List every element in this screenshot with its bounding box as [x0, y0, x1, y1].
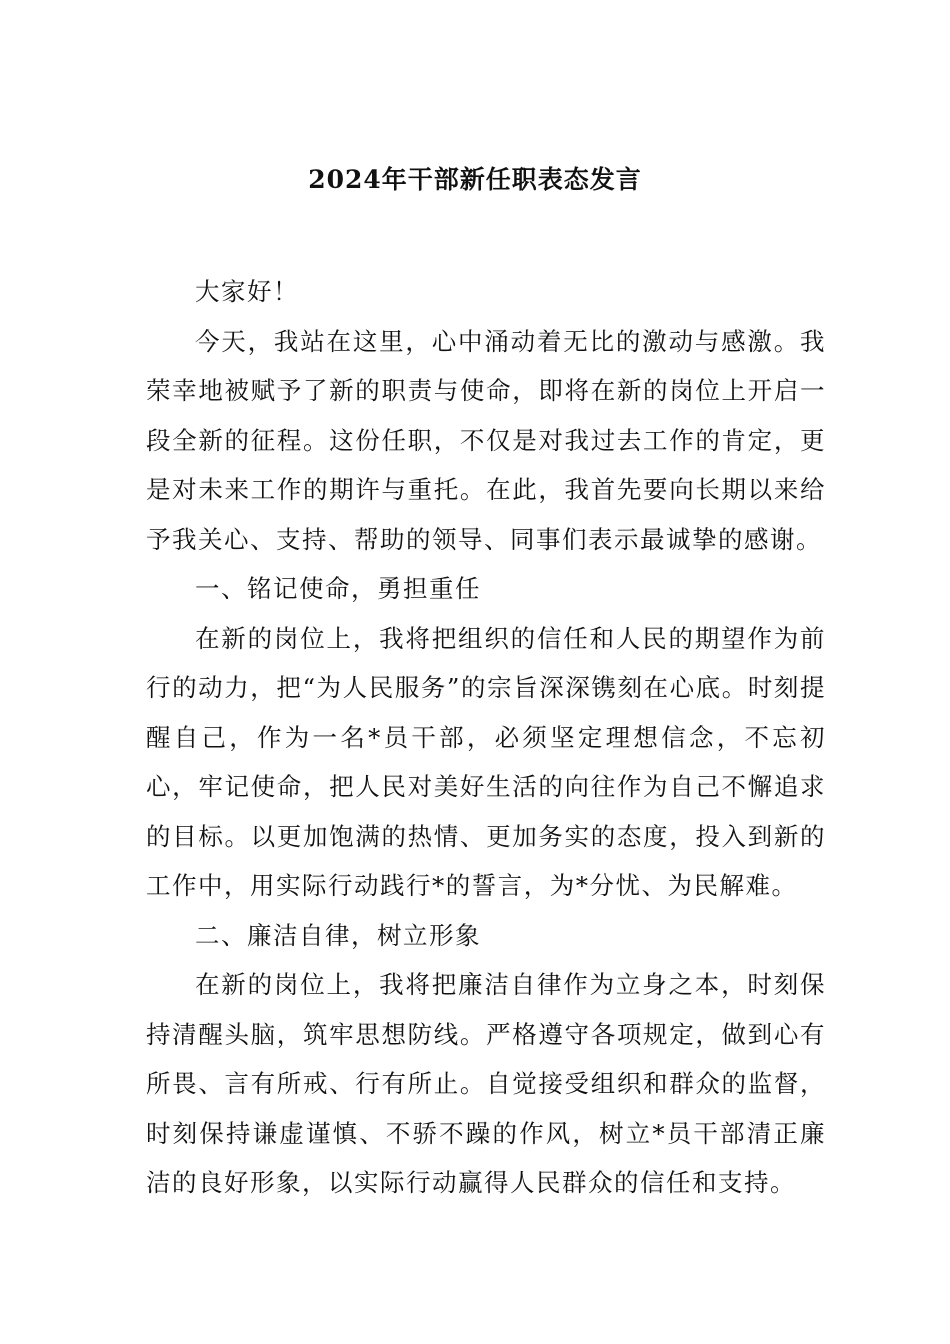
document-title: 2024年干部新任职表态发言 [308, 165, 642, 194]
section-heading-1: 一、铭记使命，勇担重任 [195, 574, 481, 603]
intro-paragraph: 今天，我站在这里，心中涌动着无比的激动与感激。我荣幸地被赋予了新的职责与使命，即将在新的岗位上开启一段全新的征程。这份任职，不仅是对我过去工作的肯定，更是对未来工作的期许与重托。在此，我首先要向长期以来给予我关心、支持、帮助的领导、同事们表示最诚挚的感谢。 [146, 326, 826, 554]
document-body [146, 267, 826, 1208]
section-2-paragraph: 在新的岗位上，我将把廉洁自律作为立身之本，时刻保持清醒头脑，筑牢思想防线。严格遵守各项规定，做到心有所畏、言有所戒、行有所止。自觉接受组织和群众的监督，时刻保持谦虚谨慎、不骄不躁的作风，树立*员干部清正廉洁的良好形象，以实际行动赢得人民群众的信任和支持。 [146, 970, 826, 1197]
section-1-paragraph: 在新的岗位上，我将把组织的信任和人民的期望作为前行的动力，把“为人民服务”的宗旨深深镌刻在心底。时刻提醒自己，作为一名*员干部，必须坚定理想信念，不忘初心，牢记使命，把人民对美好生活的向往作为自己不懈追求的目标。以更加饱满的热情、更加务实的态度，投入到新的工作中，用实际行动践行*的誓言，为*分忧、为民解难。 [146, 623, 826, 900]
section-heading-2: 二、廉洁自律，树立形象 [195, 920, 481, 950]
greeting-paragraph: 大家好！ [195, 277, 299, 306]
